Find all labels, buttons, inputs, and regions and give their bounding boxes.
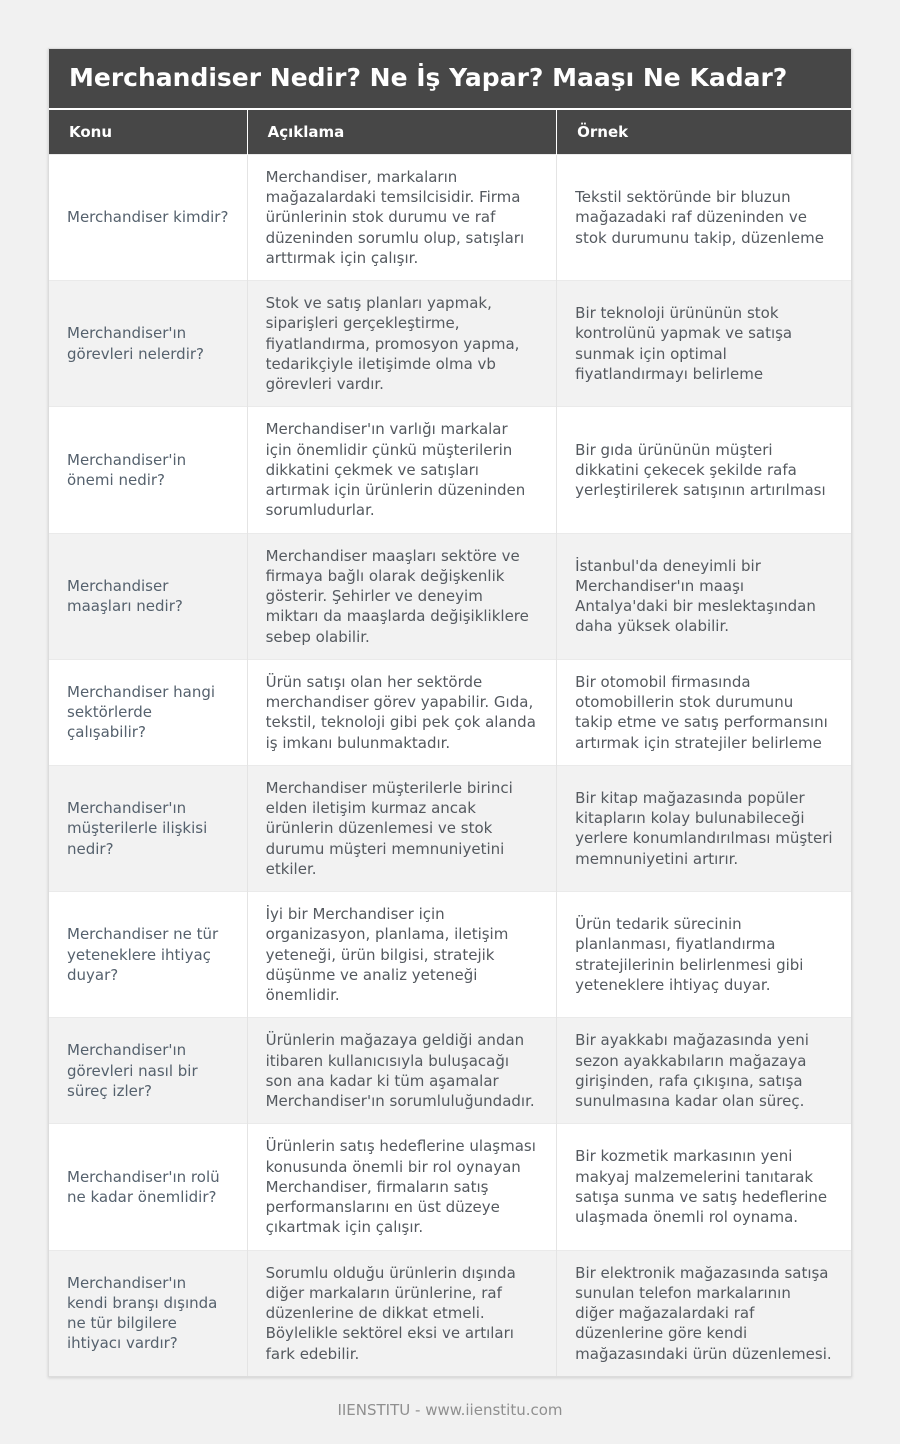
konu-cell: Merchandiser'ın görevleri nasıl bir süreç izler?	[49, 1018, 247, 1124]
aciklama-cell: Merchandiser'ın varlığı markalar için önemlidir çünkü müşterilerin dikkatini çekmek ve satışları artırmak için ürünlerin düzeninden sorumludurlar.	[247, 407, 557, 533]
aciklama-cell: Merchandiser maaşları sektöre ve firmaya bağlı olarak değişkenlik gösterir. Şehirler ve deneyim miktarı da maaşlarda değişikliklere sebep olabilir.	[247, 533, 557, 659]
konu-cell: Merchandiser maaşları nedir?	[49, 533, 247, 659]
konu-cell: Merchandiser'ın kendi branşı dışında ne tür bilgilere ihtiyacı vardır?	[49, 1250, 247, 1376]
footer-credit: IIENSTITU - www.iienstitu.com	[337, 1400, 563, 1419]
aciklama-cell: Stok ve satış planları yapmak, siparişleri gerçekleştirme, fiyatlandırma, promosyon yapma, tedarikçiyle iletişimde olma vb görevleri vardır.	[247, 281, 557, 407]
column-header-ornek: Örnek	[557, 110, 851, 155]
table-row	[49, 533, 851, 659]
ornek-cell: Bir elektronik mağazasında satışa sunulan telefon markalarının diğer mağazalardaki raf düzenlerine göre kendi mağazasındaki ürün düzenlemesi.	[557, 1250, 851, 1376]
konu-cell: Merchandiser'in önemi nedir?	[49, 407, 247, 533]
konu-cell: Merchandiser kimdir?	[49, 154, 247, 280]
ornek-cell: Bir kozmetik markasının yeni makyaj malzemelerini tanıtarak satışa sunma ve satış hedeflerine ulaşmada önemli rol oynama.	[557, 1124, 851, 1250]
ornek-cell: Bir otomobil firmasında otomobillerin stok durumunu takip etme ve satış performansını artırmak için stratejiler belirleme	[557, 659, 851, 765]
column-header-aciklama: Açıklama	[247, 110, 557, 155]
aciklama-cell: Merchandiser, markaların mağazalardaki temsilcisidir. Firma ürünlerinin stok durumu ve raf düzeninden sorumlu olup, satışları arttırmak için çalışır.	[247, 154, 557, 280]
table-row	[49, 1124, 851, 1250]
header-row	[49, 110, 851, 155]
table-header	[49, 110, 851, 155]
ornek-cell: Bir ayakkabı mağazasında yeni sezon ayakkabıların mağazaya girişinden, rafa çıkışına, satışa sunulmasına kadar olan süreç.	[557, 1018, 851, 1124]
ornek-cell: Bir teknoloji ürününün stok kontrolünü yapmak ve satışa sunmak için optimal fiyatlandırmayı belirleme	[557, 281, 851, 407]
table-row	[49, 892, 851, 1018]
aciklama-cell: Ürünlerin mağazaya geldiği andan itibaren kullanıcısıyla buluşacağı son ana kadar ki tüm aşamalar Merchandiser'ın sorumluluğundadır.	[247, 1018, 557, 1124]
konu-cell: Merchandiser hangi sektörlerde çalışabilir?	[49, 659, 247, 765]
faq-card	[48, 48, 852, 1377]
ornek-cell: Bir kitap mağazasında popüler kitapların kolay bulunabileceği yerlere konumlandırılması müşteri memnuniyetini artırır.	[557, 765, 851, 891]
table-row	[49, 154, 851, 280]
konu-cell: Merchandiser ne tür yeteneklere ihtiyaç duyar?	[49, 892, 247, 1018]
table-row	[49, 765, 851, 891]
aciklama-cell: Ürünlerin satış hedeflerine ulaşması konusunda önemli bir rol oynayan Merchandiser, firmaların satış performanslarını en üst düzeye çıkartmak için çalışır.	[247, 1124, 557, 1250]
konu-cell: Merchandiser'ın müşterilerle ilişkisi nedir?	[49, 765, 247, 891]
ornek-cell: Tekstil sektöründe bir bluzun mağazadaki raf düzeninden ve stok durumunu takip, düzenleme	[557, 154, 851, 280]
aciklama-cell: Ürün satışı olan her sektörde merchandiser görev yapabilir. Gıda, tekstil, teknoloji gibi pek çok alanda iş imkanı bulunmaktadır.	[247, 659, 557, 765]
konu-cell: Merchandiser'ın görevleri nelerdir?	[49, 281, 247, 407]
faq-table	[49, 110, 851, 1376]
table-row	[49, 281, 851, 407]
table-row	[49, 1018, 851, 1124]
page-title: Merchandiser Nedir? Ne İş Yapar? Maaşı Ne Kadar?	[49, 49, 851, 108]
ornek-cell: Bir gıda ürününün müşteri dikkatini çekecek şekilde rafa yerleştirilerek satışının artırılması	[557, 407, 851, 533]
column-header-konu: Konu	[49, 110, 247, 155]
ornek-cell: Ürün tedarik sürecinin planlanması, fiyatlandırma stratejilerinin belirlenmesi gibi yeteneklere ihtiyaç duyar.	[557, 892, 851, 1018]
table-row	[49, 407, 851, 533]
konu-cell: Merchandiser'ın rolü ne kadar önemlidir?	[49, 1124, 247, 1250]
aciklama-cell: İyi bir Merchandiser için organizasyon, planlama, iletişim yeteneği, ürün bilgisi, stratejik düşünme ve analiz yeteneği önemlidir.	[247, 892, 557, 1018]
ornek-cell: İstanbul'da deneyimli bir Merchandiser'ın maaşı Antalya'daki bir meslektaşından daha yüksek olabilir.	[557, 533, 851, 659]
aciklama-cell: Sorumlu olduğu ürünlerin dışında diğer markaların ürünlerine, raf düzenlerine de dikkat etmeli. Böylelikle sektörel eksi ve artıları fark edebilir.	[247, 1250, 557, 1376]
table-row	[49, 659, 851, 765]
aciklama-cell: Merchandiser müşterilerle birinci elden iletişim kurmaz ancak ürünlerin düzenlemesi ve stok durumu müşteri memnuniyetini etkiler.	[247, 765, 557, 891]
table-body	[49, 154, 851, 1376]
table-row	[49, 1250, 851, 1376]
